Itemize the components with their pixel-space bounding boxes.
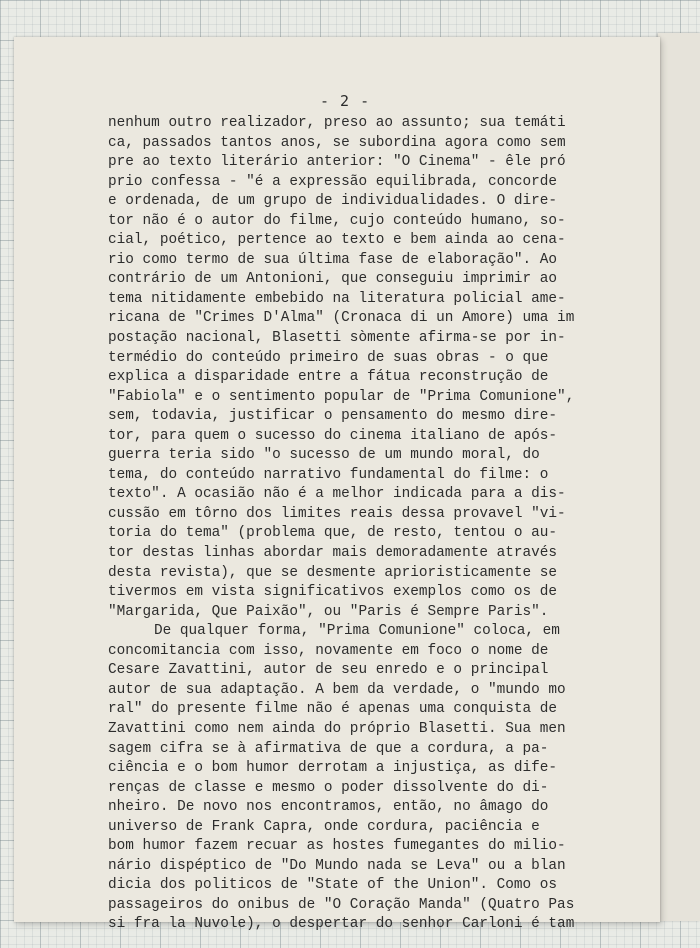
text-line: ciência e o bom humor derrotam a injustiça, as dife-	[108, 760, 558, 777]
text-line: explica a disparidade entre a fátua reconstrução de	[108, 369, 549, 386]
text-line: e ordenada, de um grupo de individualidades. O dire-	[108, 193, 558, 210]
text-line: nário dispéptico de "Do Mundo nada se Leva" ou a blan	[108, 857, 566, 874]
text-line: termédio do conteúdo primeiro de suas obras - o que	[108, 349, 549, 366]
text-line: tema, do conteúdo narrativo fundamental do filme: o	[108, 466, 549, 483]
text-line: toria do tema" (problema que, de resto, tentou o au-	[108, 525, 558, 542]
text-line: tivermos em vista significativos exemplos como os de	[108, 584, 558, 601]
text-line: contrário de um Antonioni, que conseguiu imprimir ao	[108, 271, 558, 288]
text-line: tor, para quem o sucesso do cinema italiano de após-	[108, 427, 558, 444]
text-line: passageiros do onibus de "O Coração Manda" (Quatro Pas	[108, 896, 575, 913]
text-line: cial, poético, pertence ao texto e bem ainda ao cena-	[108, 232, 566, 249]
page-number: - 2 -	[320, 92, 371, 110]
text-line: universo de Frank Capra, onde cordura, paciência e	[108, 818, 540, 835]
text-line: concomitancia com isso, novamente em foco o nome de	[108, 642, 549, 659]
text-line: bom humor fazem recuar as hostes fumegantes do milio-	[108, 838, 566, 855]
text-line: cussão em tôrno dos limites reais dessa provavel "vi-	[108, 505, 566, 522]
text-line: ral" do presente filme não é apenas uma conquista de	[108, 701, 558, 718]
text-line: nheiro. De novo nos encontramos, então, no âmago do	[108, 799, 549, 816]
text-line: ricana de "Crimes D'Alma" (Cronaca di un Amore) uma im	[108, 310, 575, 327]
adjacent-page-edge	[658, 33, 700, 921]
text-line: pre ao texto literário anterior: "O Cinema" - êle pró	[108, 154, 566, 171]
text-line: prio confessa - "é a expressão equilibrada, concorde	[108, 173, 558, 190]
text-line: tor destas linhas abordar mais demoradamente através	[108, 545, 558, 562]
text-line: sem, todavia, justificar o pensamento do mesmo dire-	[108, 408, 558, 425]
text-line: postação nacional, Blasetti sòmente afirma-se por in-	[108, 330, 566, 347]
text-line: rio como termo de sua última fase de elaboração". Ao	[108, 251, 558, 268]
text-line: tor não é o autor do filme, cujo conteúdo humano, so-	[108, 212, 566, 229]
text-line: autor de sua adaptação. A bem da verdade, o "mundo mo	[108, 681, 566, 698]
text-line: "Fabiola" e o sentimento popular de "Prima Comunione",	[108, 388, 575, 405]
text-line: dicia dos politicos de "State of the Union". Como os	[108, 877, 558, 894]
paragraph-start-line: De qualquer forma, "Prima Comunione" coloca, em	[154, 623, 560, 640]
text-line: ca, passados tantos anos, se subordina agora como sem	[108, 134, 566, 151]
text-line: Zavattini como nem ainda do próprio Blasetti. Sua men	[108, 720, 566, 737]
text-line: Cesare Zavattini, autor de seu enredo e o principal	[108, 662, 549, 679]
text-line: tema nitidamente embebido na literatura policial ame-	[108, 290, 566, 307]
text-line: texto". A ocasião não é a melhor indicada para a dis-	[108, 486, 566, 503]
text-line: nenhum outro realizador, preso ao assunto; sua temáti	[108, 115, 566, 131]
text-line: guerra teria sido "o sucesso de um mundo moral, do	[108, 447, 540, 464]
body-text	[108, 114, 620, 935]
text-line: "Margarida, Que Paixão", ou "Paris é Sempre Paris".	[108, 603, 549, 620]
text-line: sagem cifra se à afirmativa de que a cordura, a pa-	[108, 740, 549, 757]
text-line: renças de classe e mesmo o poder dissolvente do di-	[108, 779, 549, 796]
text-line: si fra la Nuvole), o despertar do senhor Carloni é tam	[108, 916, 575, 933]
text-line: desta revista), que se desmente aprioristicamente se	[108, 564, 558, 581]
